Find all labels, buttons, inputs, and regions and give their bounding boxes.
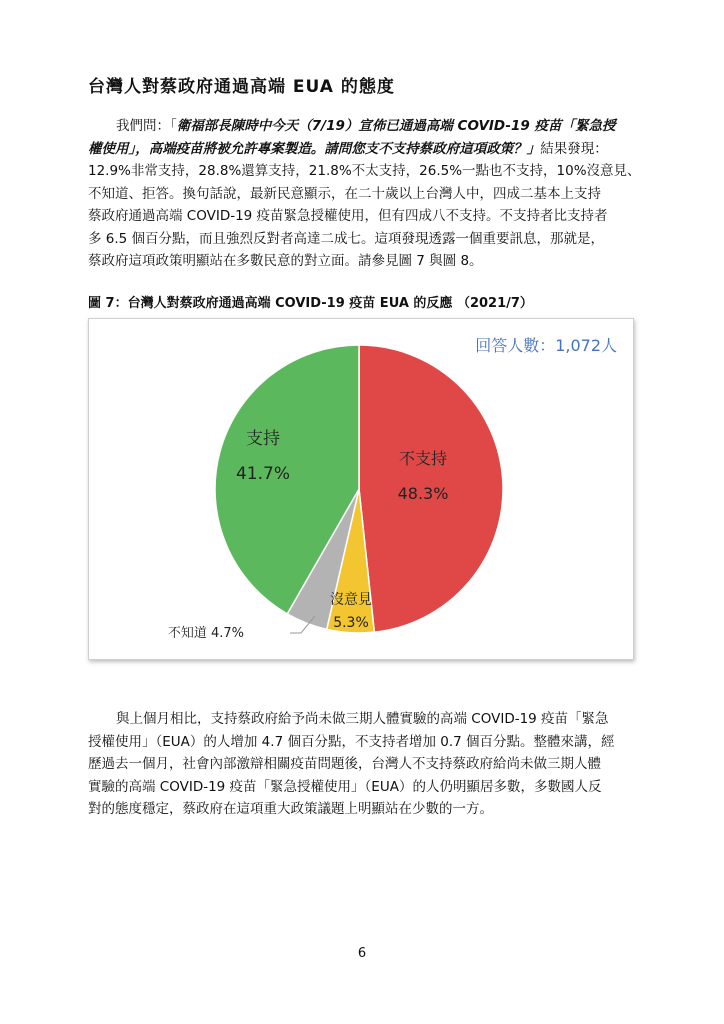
pie-chart xyxy=(89,319,633,659)
result-lead: 結果發現： xyxy=(540,140,608,157)
pie-chart-figure xyxy=(88,318,634,660)
paragraph-line: 不知道、拒答。換句話說，最新民意顯示，在二十歲以上台灣人中，四成二基本上支持 xyxy=(88,185,601,202)
slice-label: 不支持 xyxy=(398,449,448,468)
paragraph-line: 授權使用」（EUA）的人增加 4.7 個百分點，不支持者增加 0.7 個百分點。整體來講，經 xyxy=(88,733,615,750)
comparison-paragraph xyxy=(88,708,644,821)
paragraph-line: 多 6.5 個百分點，而且強烈反對者高達二成七。這項發現透露一個重要訊息，那就是， xyxy=(88,230,605,247)
paragraph-line: 蔡政府這項政策明顯站在多數民意的對立面。請參見圖 7 與圖 8。 xyxy=(88,253,483,269)
paragraph-line: 對的態度穩定，蔡政府在這項重大政策議題上明顯站在少數的一方。 xyxy=(88,801,493,817)
question-text: 衛福部長陳時中今天（7/19）宣佈已通過高端 COVID-19 疫苗「緊急授 xyxy=(176,118,616,134)
intro-paragraph xyxy=(88,115,644,273)
paragraph-line xyxy=(88,138,644,161)
paragraph-line: 與上個月相比，支持蔡政府給予尚未做三期人體實驗的高端 COVID-19 疫苗「緊急 xyxy=(116,711,609,727)
slice-label: 不知道 4.7% xyxy=(167,626,244,641)
page-number: 6 xyxy=(357,946,367,961)
paragraph-line: 歷過去一個月，社會內部激辯相關疫苗問題後，台灣人不支持蔡政府給尚未做三期人體 xyxy=(88,756,601,772)
respondent-count: 回答人數：1,072人 xyxy=(475,336,617,355)
question-text: 權使用」，高端疫苗將被允許專案製造。請問您支不支持蔡政府這項政策？」 xyxy=(88,140,541,157)
paragraph-line: 12.9%非常支持，28.8%還算支持，21.8%不太支持，26.5%一點也不支持，10%沒意見、 xyxy=(88,163,641,179)
slice-value-label: 48.3% xyxy=(397,484,449,503)
section-title: 台灣人對蔡政府通過高端 EUA 的態度 xyxy=(88,77,395,97)
slice-value-label: 41.7% xyxy=(235,464,291,484)
slice-label: 支持 xyxy=(246,429,280,449)
paragraph-line: 蔡政府通過高端 COVID-19 疫苗緊急授權使用，但有四成八不支持。不支持者比支持者 xyxy=(88,208,608,224)
question-lead: 我們問：「 xyxy=(116,118,177,134)
paragraph-line: 實驗的高端 COVID-19 疫苗「緊急授權使用」（EUA）的人仍明顯居多數，多數國人反 xyxy=(88,778,602,795)
slice-label: 沒意見 xyxy=(330,592,372,608)
figure-caption: 圖 7：台灣人對蔡政府通過高端 COVID-19 疫苗 EUA 的反應 （2021/7） xyxy=(88,296,533,311)
paragraph-line xyxy=(88,115,644,138)
slice-value-label: 5.3% xyxy=(333,615,369,631)
